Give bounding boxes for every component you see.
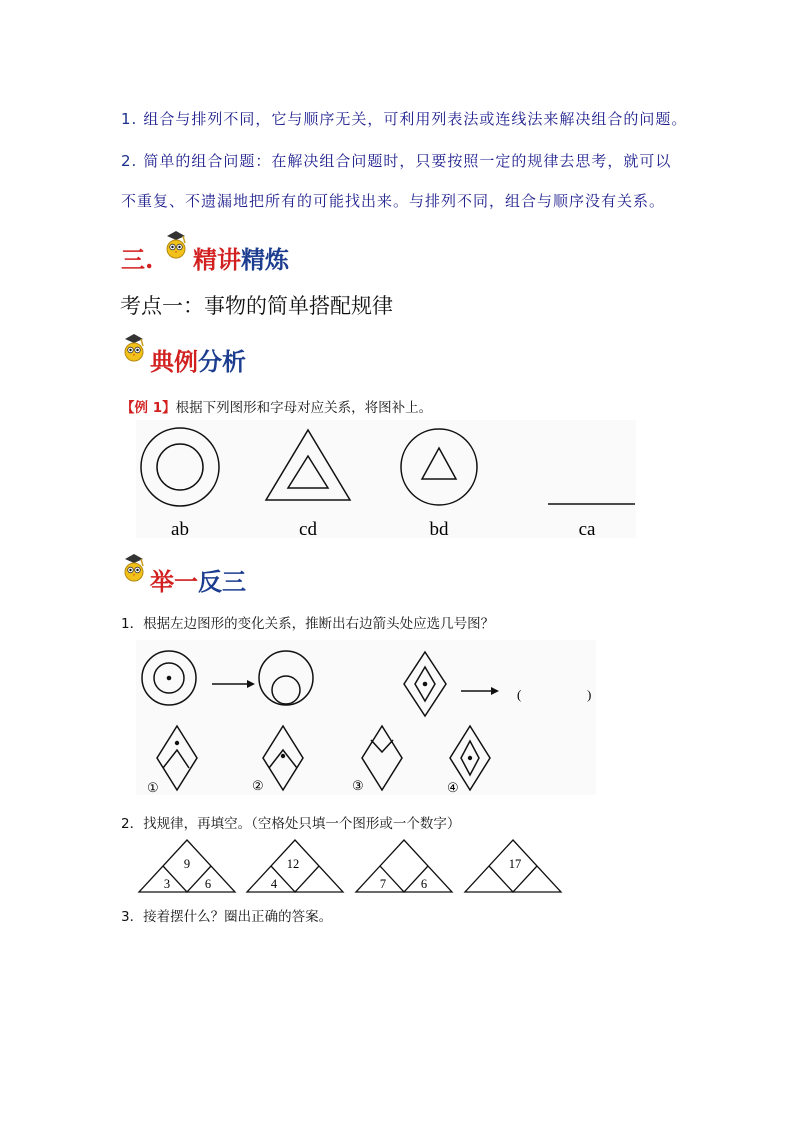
intro-line-2 bbox=[121, 150, 671, 171]
q2-t4-top: 17 bbox=[508, 857, 522, 871]
jufan-title-red: 举一 bbox=[150, 567, 198, 596]
dianli-title-red: 典例 bbox=[150, 347, 198, 376]
q1-dot-a bbox=[167, 676, 172, 681]
q3-text: 3．接着摆什么？圈出正确的答案。 bbox=[121, 909, 333, 925]
q2-figure bbox=[121, 835, 571, 897]
q1-option-label-3: ③ bbox=[352, 778, 364, 793]
section-3-title-red: 精讲 bbox=[193, 245, 241, 274]
section-3-title bbox=[121, 240, 153, 275]
q2-t2-top: 12 bbox=[286, 857, 300, 871]
q1-paren-close: ) bbox=[587, 687, 592, 702]
example-1-line bbox=[121, 396, 432, 416]
q2-t1-right: 6 bbox=[204, 877, 212, 891]
q1-text: 1．根据左边图形的变化关系，推断出右边箭头处应选几号图？ bbox=[121, 616, 495, 632]
example-1-tag: 【例 1】 bbox=[121, 400, 176, 416]
q2-t3-left: 7 bbox=[379, 877, 387, 891]
q1-figure bbox=[121, 640, 601, 795]
dianli-heading bbox=[150, 342, 246, 377]
section-3-heading bbox=[193, 240, 289, 275]
q2-triangle-3 bbox=[356, 840, 452, 892]
q2-text: 2．找规律，再填空。（空格处只填一个图形或一个数字） bbox=[121, 816, 461, 832]
owl-icon bbox=[121, 553, 147, 583]
label-ca: ca bbox=[578, 519, 596, 540]
jufan-heading bbox=[150, 562, 246, 597]
label-ab: ab bbox=[171, 519, 189, 540]
section-3-title-blue: 精炼 bbox=[241, 245, 289, 274]
q1-diamond-dot bbox=[423, 682, 428, 687]
owl-icon bbox=[163, 230, 189, 260]
section-3-prefix: 三. bbox=[121, 245, 154, 274]
kaodian-title: 考点一：事物的简单搭配规律 bbox=[120, 294, 393, 318]
intro-line-1 bbox=[121, 108, 687, 129]
dianli-title-blue: 分析 bbox=[198, 347, 246, 376]
intro-num-1: 1. bbox=[121, 110, 138, 128]
intro-text-1: 组合与排列不同，它与顺序无关，可利用列表法或连线法来解决组合的问题。 bbox=[143, 110, 688, 128]
q2-t3-right: 6 bbox=[420, 877, 428, 891]
intro-text-2a: 简单的组合问题：在解决组合问题时，只要按照一定的规律去思考，就可以 bbox=[143, 152, 672, 170]
q1-paren-open: ( bbox=[517, 687, 522, 702]
owl-icon bbox=[121, 333, 147, 363]
q2-t1-left: 3 bbox=[163, 877, 171, 891]
q1-option-label-2: ② bbox=[252, 778, 264, 793]
intro-num-2: 2. bbox=[121, 152, 138, 170]
label-bd: bd bbox=[429, 519, 449, 540]
q2-t2-left: 4 bbox=[270, 877, 278, 891]
label-cd: cd bbox=[299, 519, 317, 540]
intro-line-3 bbox=[121, 190, 665, 211]
example-1-text: 根据下列图形和字母对应关系，将图补上。 bbox=[175, 400, 433, 416]
q2-t1-top: 9 bbox=[183, 857, 191, 871]
intro-text-2b: 不重复、不遗漏地把所有的可能找出来。与排列不同，组合与顺序没有关系。 bbox=[121, 192, 666, 210]
example-1-figure bbox=[121, 420, 641, 545]
jufan-title-blue: 反三 bbox=[198, 567, 246, 596]
q1-option-label-4: ④ bbox=[447, 780, 459, 795]
q1-option-label-1: ① bbox=[147, 780, 159, 795]
